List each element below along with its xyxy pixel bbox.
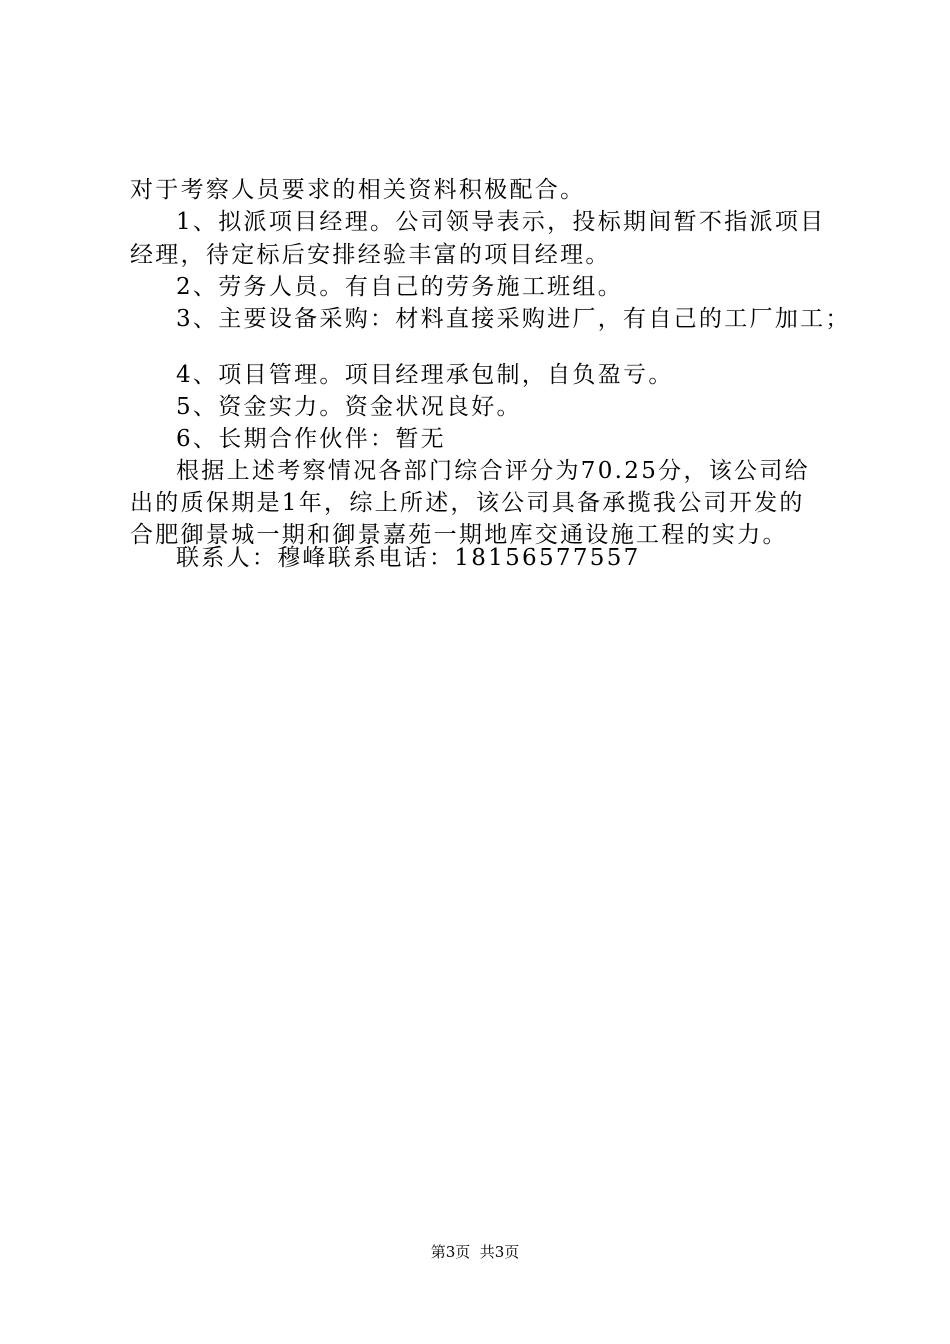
list-item-labor: 2、劳务人员。有自己的劳务施工班组。 [176,274,624,300]
paragraph-line: 对于考察人员要求的相关资料积极配合。 [130,177,586,203]
contact-line: 联系人：穆峰联系电话：18156577557 [176,545,641,571]
list-item-equipment: 3、主要设备采购：材料直接采购进厂，有自己的工厂加工； [176,306,851,332]
conclusion-line: 出的质保期是1年，综上所述，该公司具备承揽我公司开发的 [130,490,805,516]
conclusion-line: 合肥御景城一期和御景嘉苑一期地库交通设施工程的实力。 [130,522,788,548]
conclusion-line: 根据上述考察情况各部门综合评分为70.25分，该公司给 [176,458,810,484]
list-item-funds: 5、资金实力。资金状况良好。 [176,394,522,420]
list-item-partners: 6、长期合作伙伴：暂无 [176,426,446,452]
list-item-management: 4、项目管理。项目经理承包制，自负盈亏。 [176,362,674,388]
page-number: 第3页 共3页 [430,1243,520,1261]
paragraph-line: 经理，待定标后安排经验丰富的项目经理。 [130,242,611,268]
list-item-project-manager: 1、拟派项目经理。公司领导表示，投标期间暂不指派项目 [176,209,826,235]
